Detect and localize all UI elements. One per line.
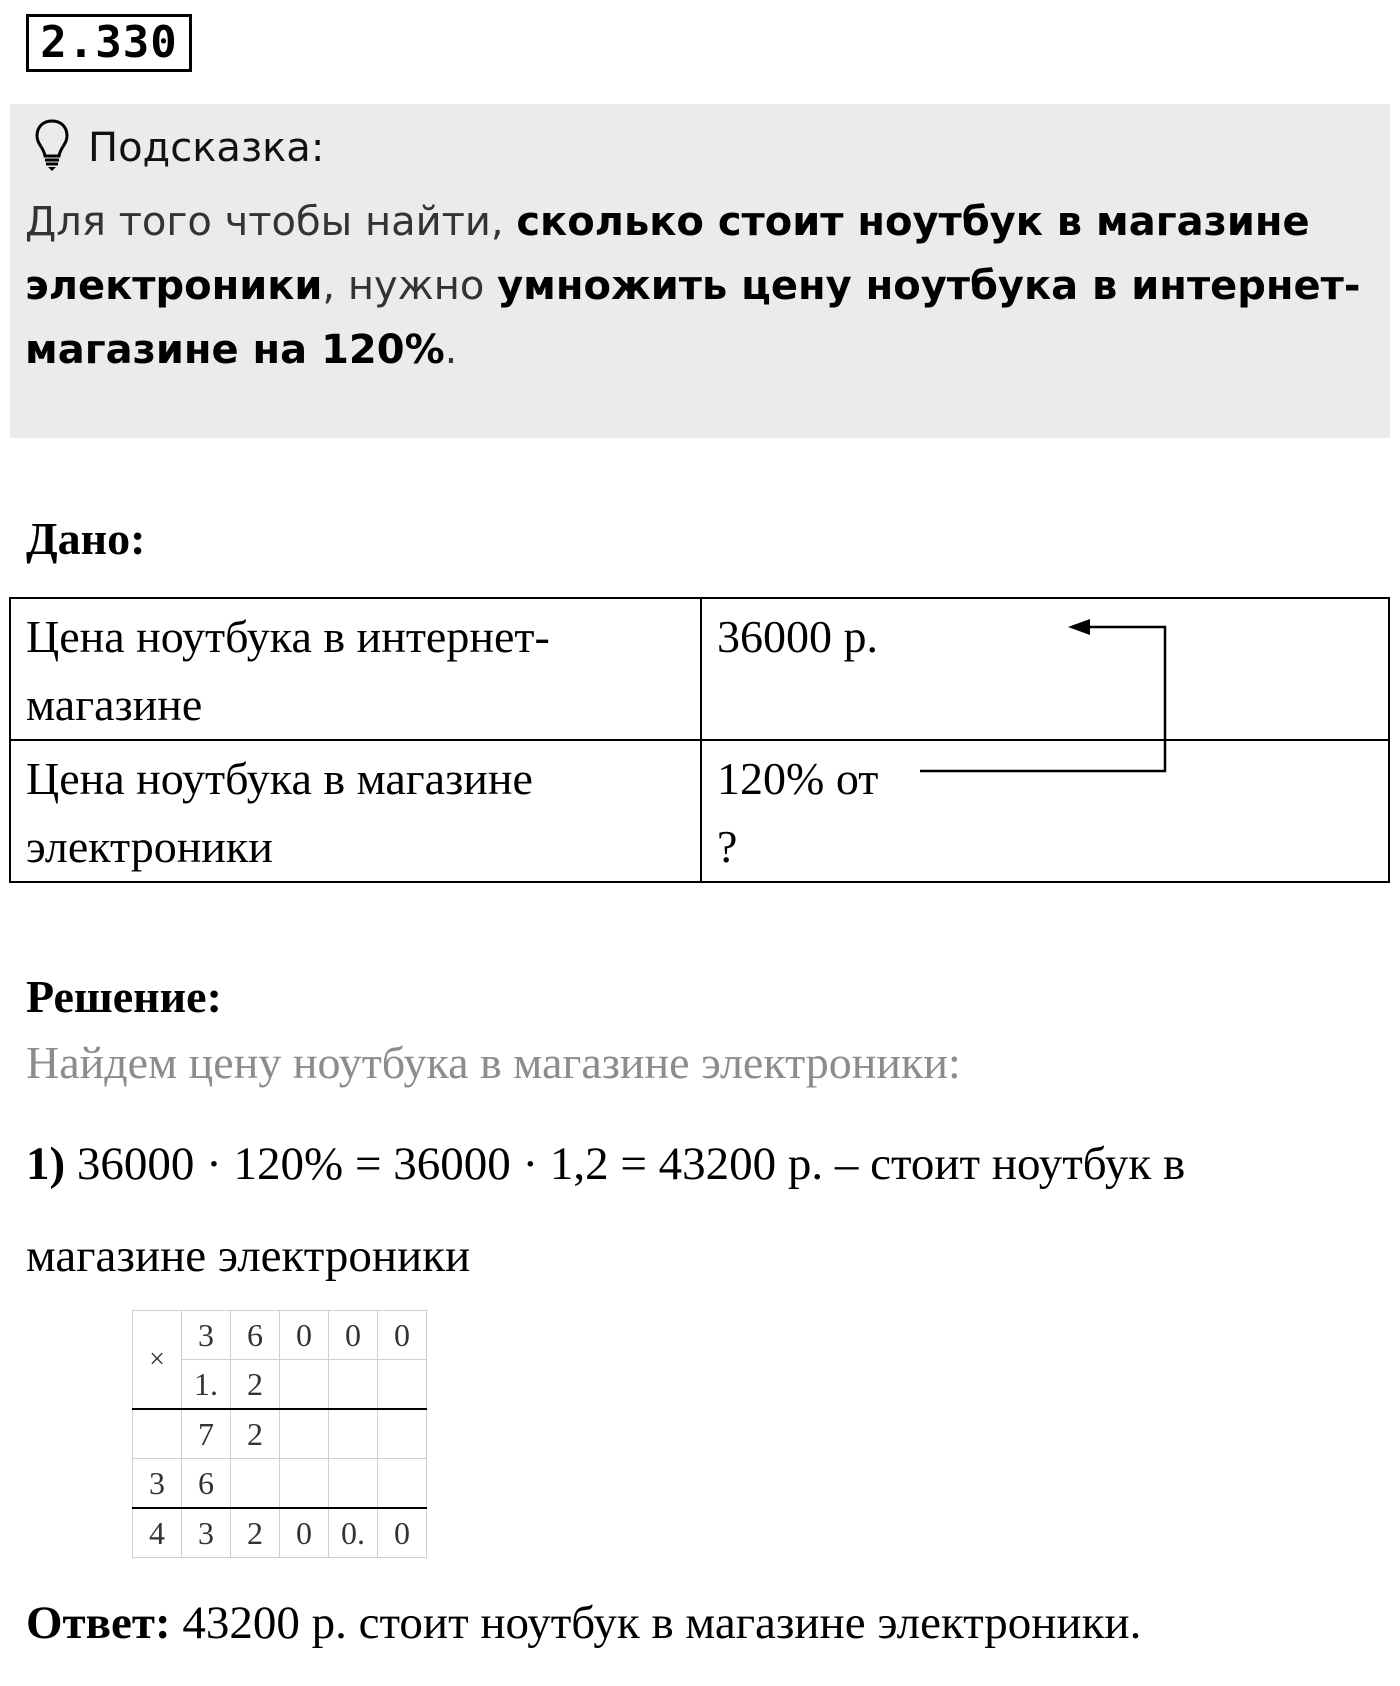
hint-text-part: , нужно [322,263,498,309]
mult-cell [329,1360,378,1410]
multiplication-table [132,1310,427,1558]
solution-intro: Найдем цену ноутбука в магазине электроники: [26,1037,961,1088]
step-number: 1) [26,1138,66,1190]
given-row-value: 36000 р. [701,598,1389,740]
mult-cell: 0 [378,1311,427,1360]
mult-cell [378,1409,427,1459]
mult-cell [280,1360,329,1410]
mult-cell: 3 [182,1311,231,1360]
mult-cell: 1. [182,1360,231,1410]
mult-cell [329,1459,378,1509]
answer-label: Ответ: [26,1597,171,1649]
mult-cell [378,1360,427,1410]
mult-cell: 3 [182,1508,231,1558]
hint-text-emphasis: умножить цену ноутбука в интернет-магазине на 120% [25,263,1361,373]
mult-cell: 0. [329,1508,378,1558]
given-row-value: 120% от [717,753,879,804]
given-label: Дано: [26,513,146,564]
mult-cell [231,1459,280,1509]
solution-step [26,1118,1376,1302]
mult-cell [280,1409,329,1459]
mult-cell: 3 [133,1459,182,1509]
hint-text-emphasis: сколько стоит ноутбук в магазине электроники [25,199,1310,309]
mult-cell [133,1409,182,1459]
mult-cell: 2 [231,1409,280,1459]
mult-cell: 6 [231,1311,280,1360]
multiply-sign: × [133,1311,182,1410]
given-row-unknown: ? [717,821,738,872]
hint-text-part: . [444,327,458,373]
mult-cell: 0 [329,1311,378,1360]
mult-cell: 6 [182,1459,231,1509]
step-text: 36000 · 120% = 36000 · 1,2 = 43200 р. – стоит ноутбук в магазине электроники [26,1138,1186,1282]
solution-label: Решение: [26,971,222,1022]
mult-cell: 0 [280,1508,329,1558]
mult-row [133,1409,427,1459]
mult-cell: 0 [378,1508,427,1558]
hint-text-part: Для того чтобы найти, [25,199,517,245]
mult-cell: 0 [280,1311,329,1360]
mult-row [133,1311,427,1360]
mult-row [133,1508,427,1558]
mult-cell [378,1459,427,1509]
given-row-name: Цена ноутбука в магазине электроники [10,740,701,882]
mult-row [133,1459,427,1509]
hint-title: Подсказка: [88,124,325,171]
mult-cell: 7 [182,1409,231,1459]
mult-cell: 2 [231,1508,280,1558]
mult-cell: 2 [231,1360,280,1410]
given-row-name: Цена ноутбука в интернет-магазине [10,598,701,740]
mult-cell [329,1409,378,1459]
answer-text: 43200 р. стоит ноутбук в магазине электроники. [182,1597,1142,1649]
answer [26,1596,1141,1650]
mult-cell [280,1459,329,1509]
task-number: 2.330 [26,14,192,72]
mult-cell: 4 [133,1508,182,1558]
